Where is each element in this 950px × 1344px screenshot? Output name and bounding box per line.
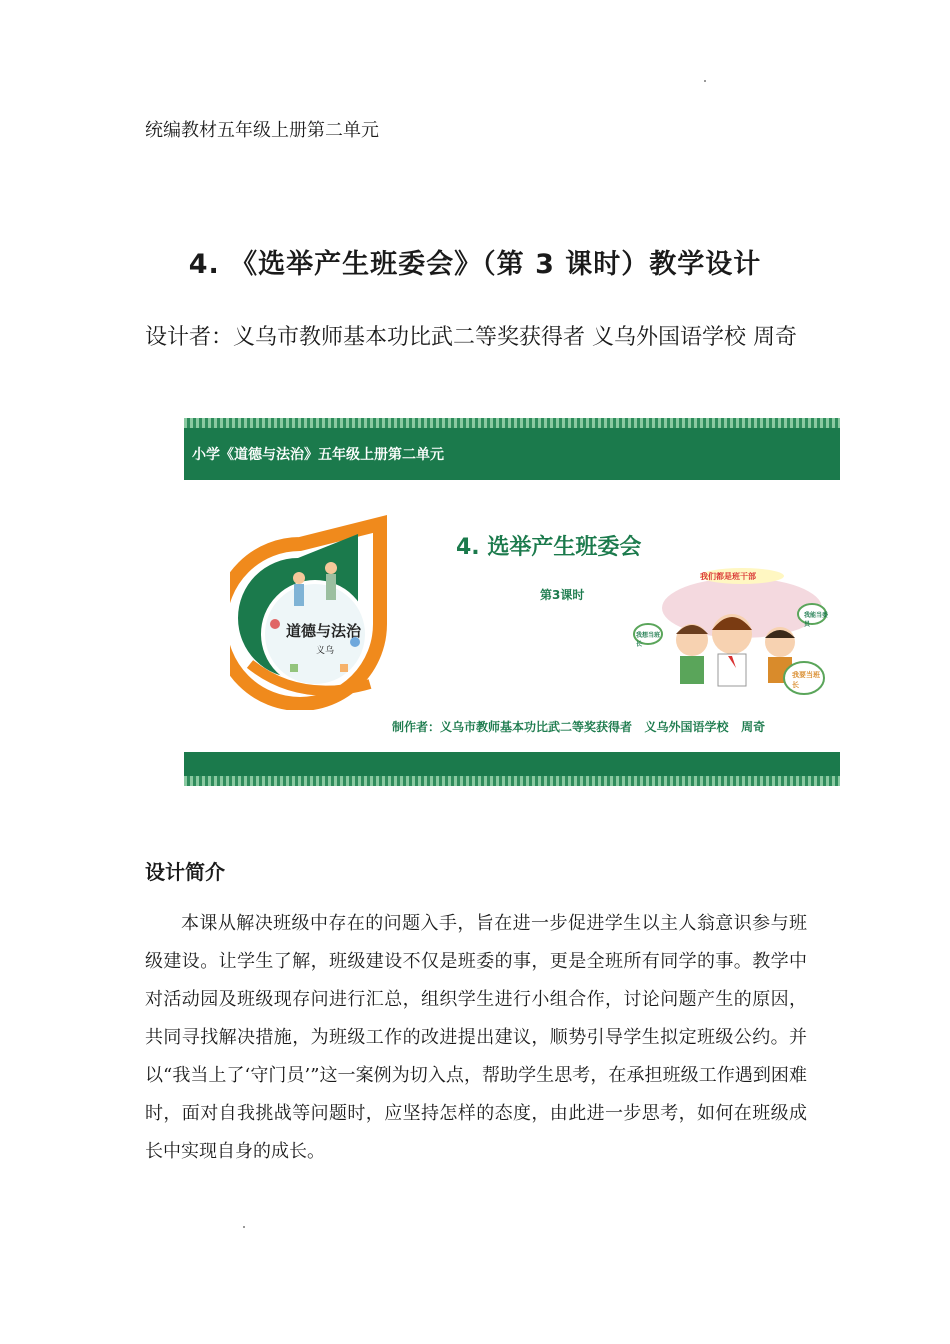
corner-mark <box>704 80 706 82</box>
slide-top-bar <box>184 418 840 488</box>
bubble-bottom: 我要当班长 <box>792 671 820 689</box>
slide-series-label: 小学《道德与法治》五年级上册第二单元 <box>192 447 444 463</box>
document-title: 4. 《选举产生班委会》（第 3 课时）教学设计 <box>188 249 762 280</box>
cover-slide-image <box>184 418 840 786</box>
slide-top-stripe <box>184 418 840 428</box>
bubble-right: 我能当委员 <box>804 612 829 628</box>
designer-line: 设计者：义乌市教师基本功比武二等奖获得者 义乌外国语学校 周奇 <box>145 325 797 350</box>
slide-bottom-bar <box>184 752 840 786</box>
slide-top-divider <box>184 480 840 488</box>
bubble-top: 我们都是班干部 <box>700 572 756 581</box>
intro-paragraph: 本课从解决班级中存在的问题入手，旨在进一步促进学生以主人翁意识参与班级建设。让学生了解，班级建设不仅是班委的事，更是全班所有同学的事。教学中对活动园及班级现存问进行汇总，组织学生进行小组合作，讨论问题产生的原因，共同寻找解决措施，为班级工作的改进提出建议，顺势引导学生拟定班级公约。并以“我当上了‘守门员’”这一案例为切入点，帮助学生思考，在承担班级工作遇到困难时，面对自我挑战等问题时，应坚持怎样的态度，由此进一步思考，如何在班级成长中实现自身的成长。 <box>145 913 807 1162</box>
slide-author: 制作者：义乌市教师基本功比武二等奖获得者 义乌外国语学校 周奇 <box>392 720 766 734</box>
logo-subtitle: 义乌 <box>316 646 335 656</box>
textbook-logo-icon <box>230 514 406 710</box>
logo-title: 道德与法治 <box>286 622 362 640</box>
unit-label: 统编教材五年级上册第二单元 <box>145 120 379 141</box>
bubble-left: 我想当班长 <box>636 632 661 648</box>
footer-mark <box>243 1226 245 1228</box>
slide-title: 4. 选举产生班委会 <box>456 535 642 560</box>
slide-period: 第3课时 <box>540 588 585 602</box>
slide-bottom-stripe <box>184 776 840 786</box>
section-heading: 设计简介 <box>145 860 225 884</box>
